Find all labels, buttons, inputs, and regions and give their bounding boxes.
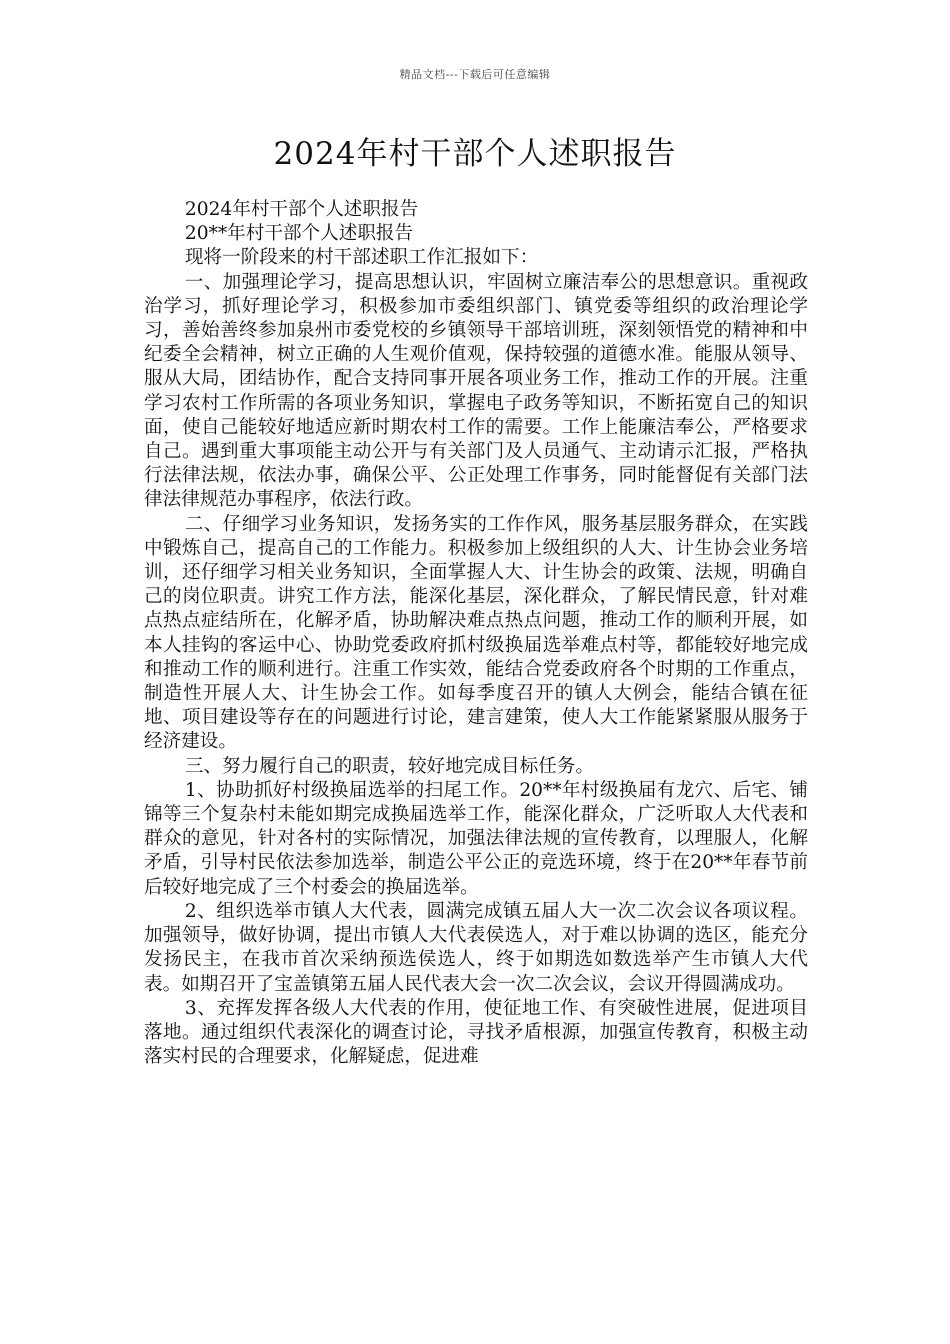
document-body bbox=[144, 198, 808, 1069]
paragraph: 2、组织选举市镇人大代表，圆满完成镇五届人大一次二次会议各项议程。加强领导，做好协调，提出市镇人大代表侯选人，对于难以协调的选区，能充分发扬民主，在我市首次采纳预选侯选人，终于如期选如数选举产生市镇人大代表。如期召开了宝盖镇第五届人民代表大会一次二次会议，会议开得圆满成功。 bbox=[144, 900, 808, 995]
paragraph: 20**年村干部个人述职报告 bbox=[184, 223, 414, 245]
paragraph: 二、仔细学习业务知识，发扬务实的工作作风，服务基层服务群众，在实践中锻炼自己，提高自己的工作能力。积极参加上级组织的人大、计生协会业务培训，还仔细学习相关业务知识，全面掌握人大、计生协会的政策、法规，明确自己的岗位职责。讲究工作方法，能深化基层，深化群众，了解民情民意，针对难点热点症结所在，化解矛盾，协助解决难点热点问题，推动工作的顺利开展，如本人挂钩的客运中心、协助党委政府抓村级换届选举难点村等，都能较好地完成和推动工作的顺利进行。注重工作实效，能结合党委政府各个时期的工作重点，制造性开展人大、计生协会工作。如每季度召开的镇人大例会，能结合镇在征地、项目建设等存在的问题进行讨论，建言建策，使人大工作能紧紧服从服务于经济建设。 bbox=[144, 513, 808, 753]
paragraph: 2024年村干部个人述职报告 bbox=[184, 199, 419, 220]
paragraph: 1、协助抓好村级换届选举的扫尾工作。20**年村级换届有龙穴、后宅、铺锦等三个复杂村未能如期完成换届选举工作，能深化群众，广泛听取人大代表和群众的意见，针对各村的实际情况，加强法律法规的宣传教育，以理服人，化解矛盾，引导村民依法参加选举，制造公平公正的竞选环境，终于在20**年春节前后较好地完成了三个村委会的换届选举。 bbox=[144, 779, 808, 898]
paragraph: 现将一阶段来的村干部述职工作汇报如下： bbox=[184, 247, 539, 269]
paragraph: 三、努力履行自己的职责，较好地完成目标任务。 bbox=[184, 755, 594, 777]
header-note: 精品文档---下载后可任意编辑 bbox=[399, 68, 551, 81]
document-title: 2024年村干部个人述职报告 bbox=[273, 136, 677, 172]
paragraph: 3、充挥发挥各级人大代表的作用，使征地工作、有突破性进展，促进项目落地。通过组织代表深化的调查讨论，寻找矛盾根源，加强宣传教育，积极主动落实村民的合理要求，化解疑虑，促进难 bbox=[144, 997, 808, 1068]
paragraph: 一、加强理论学习，提高思想认识，牢固树立廉洁奉公的思想意识。重视政治学习，抓好理论学习，积极参加市委组织部门、镇党委等组织的政治理论学习，善始善终参加泉州市委党校的乡镇领导干部培训班，深刻领悟党的精神和中纪委全会精神，树立正确的人生观价值观，保持较强的道德水准。能服从领导、服从大局，团结协作，配合支持同事开展各项业务工作，推动工作的开展。注重学习农村工作所需的各项业务知识，掌握电子政务等知识，不断拓宽自己的知识面，使自己能较好地适应新时期农村工作的需要。工作上能廉洁奉公，严格要求自己。遇到重大事项能主动公开与有关部门及人员通气、主动请示汇报，严格执行法律法规，依法办事，确保公平、公正处理工作事务，同时能督促有关部门法律法律规范办事程序，依法行政。 bbox=[144, 271, 808, 511]
